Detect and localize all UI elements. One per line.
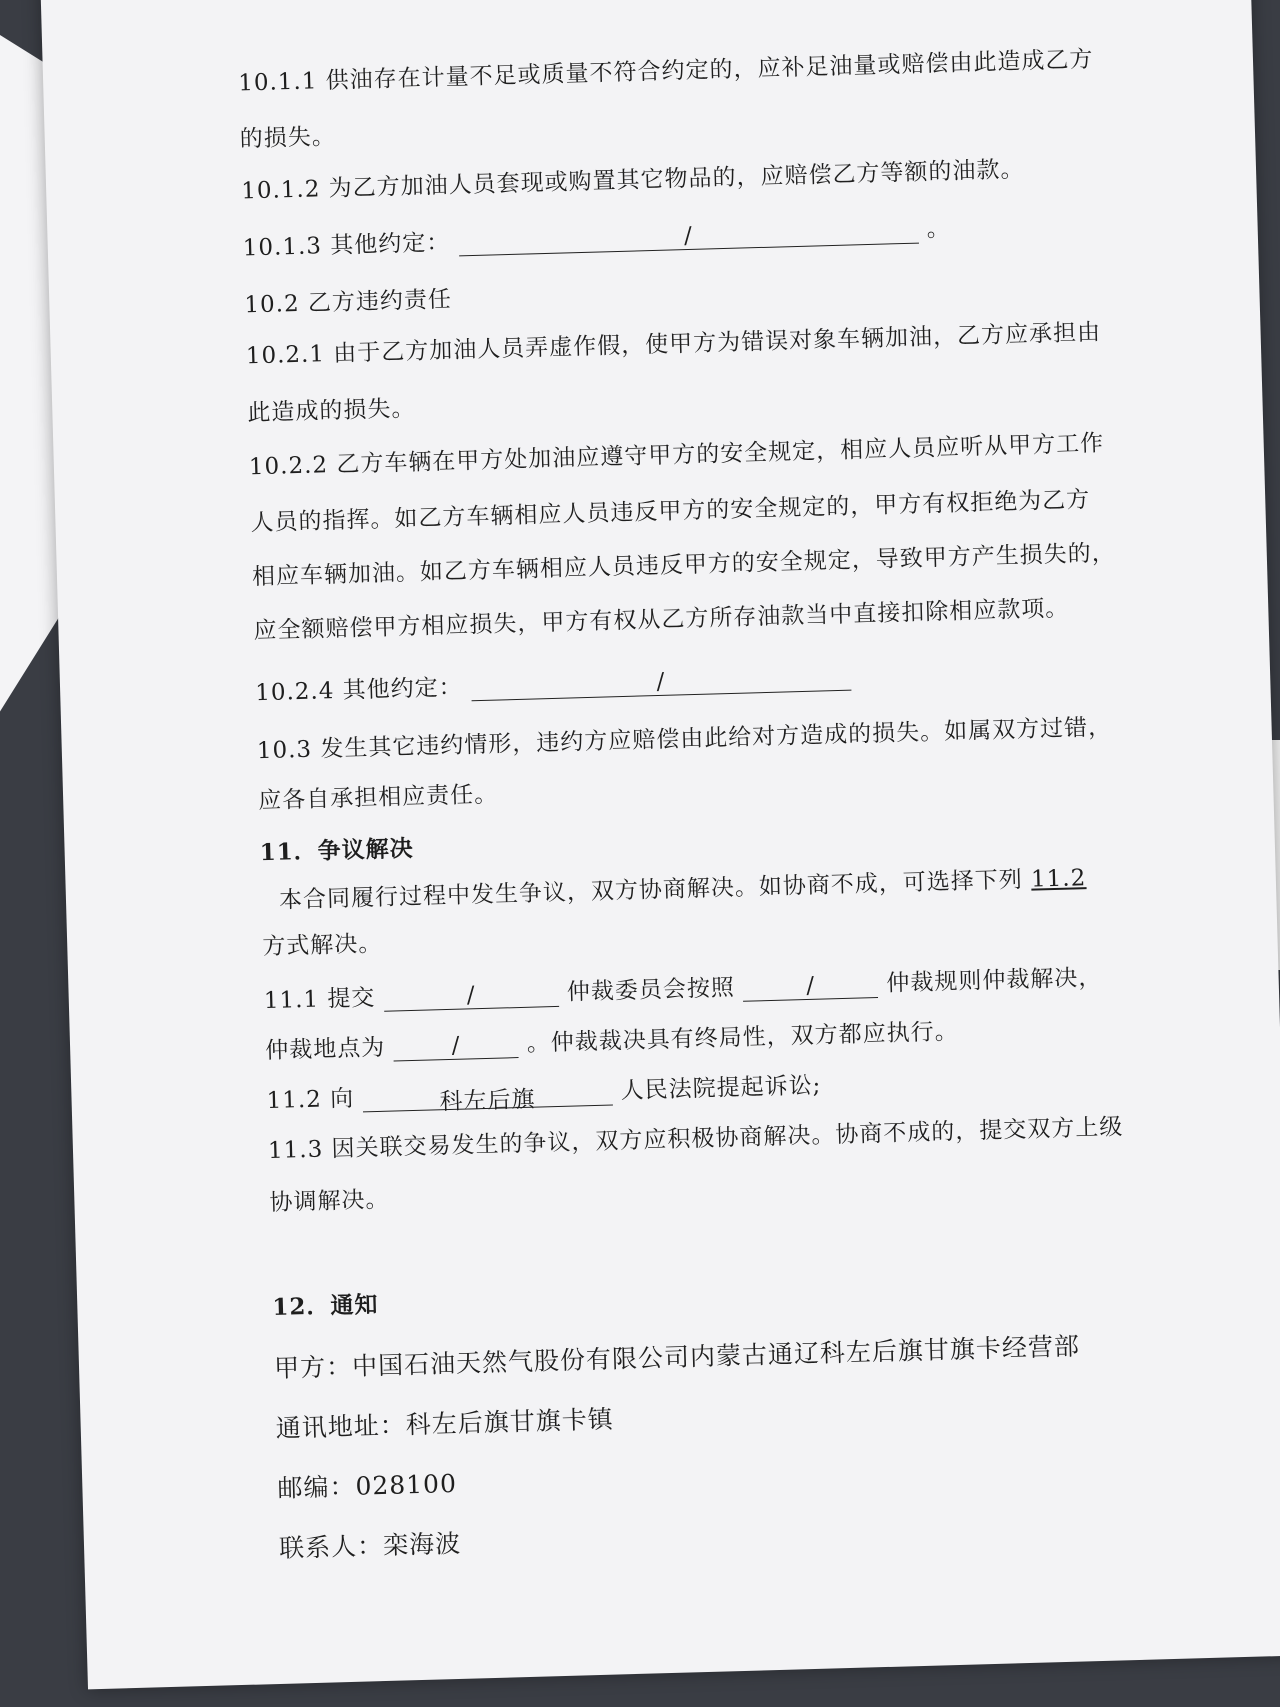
clause-11-3-line1: 11.3 因关联交易发生的争议，双方应积极协商解决。协商不成的，提交双方上级 (267, 1114, 1124, 1165)
clause-10-2-2-line3: 相应车辆加油。如乙方车辆相应人员违反甲方的安全规定，导致甲方产生损失的， (251, 540, 1117, 591)
clause-10-2-4 (255, 658, 851, 708)
clause-10-1-3-label: 10.1.3 其他约定： (242, 229, 451, 262)
clause-10-2-2-line4: 应全额赔偿甲方相应损失，甲方有权从乙方所存油款当中直接扣除相应款项。 (253, 595, 1070, 645)
clause-10-2-2-line2: 人员的指挥。如乙方车辆相应人员违反甲方的安全规定的，甲方有权拒绝为乙方 (250, 486, 1091, 537)
clause-10-2-4-blank: / (471, 664, 852, 702)
contract-text (237, 40, 1124, 1563)
clause-11-1-line1 (263, 959, 1102, 1015)
clause-11-1-mid: 仲裁委员会按照 (566, 975, 736, 1006)
section-11-title: 11．争议解决 (259, 834, 415, 867)
clause-10-1-3-blank: / (458, 217, 919, 257)
clause-11-1-line2 (265, 1013, 959, 1065)
clause-11-2-end: 人民法院提起诉讼; (620, 1072, 822, 1105)
clause-10-1-1-line2: 的损失。 (239, 123, 337, 153)
section-11-intro-choice: 11.2 (1030, 865, 1087, 893)
clause-10-2-heading: 10.2 乙方违约责任 (244, 286, 453, 319)
clause-10-1-1-line1: 10.1.1 供油存在计量不足或质量不符合约定的，应补足油量或赔偿由此造成乙方 (237, 46, 1094, 97)
clause-11-1-line2-end: 。仲裁裁决具有终局性，双方都应执行。 (526, 1018, 959, 1057)
clause-11-1-end: 仲裁规则仲裁解决， (886, 964, 1103, 997)
contract-page (40, 0, 1280, 1689)
party-a: 甲方：中国石油天然气股份有限公司内蒙古通辽科左后旗甘旗卡经营部 (273, 1331, 1081, 1384)
clause-10-1-2: 10.1.2 为乙方加油人员套现或购置其它物品的，应赔偿乙方等额的油款。 (240, 156, 1025, 205)
postcode: 邮编：028100 (277, 1468, 458, 1503)
clause-10-3-line2: 应各自承担相应责任。 (257, 781, 499, 815)
arbitration-place-label: 仲裁地点为 (264, 1034, 386, 1065)
clause-10-2-2-line1: 10.2.2 乙方车辆在甲方处加油应遵守甲方的安全规定，相应人员应听从甲方工作 (248, 430, 1105, 481)
clause-10-2-1-line2: 此造成的损失。 (247, 395, 416, 427)
arbitration-commission-blank: / (383, 980, 559, 1012)
mailing-address: 通讯地址：科左后旗甘旗卡镇 (275, 1404, 615, 1443)
clause-11-1-label: 11.1 提交 (263, 985, 376, 1015)
clause-10-3-line1: 10.3 发生其它违约情形，违约方应赔偿由此给对方造成的损失。如属双方过错， (256, 714, 1113, 765)
section-12-title: 12．通知 (272, 1291, 379, 1322)
court-blank: 科左后旗 (362, 1078, 613, 1112)
clause-11-2 (266, 1067, 822, 1115)
clause-10-1-3-end: 。 (926, 215, 952, 243)
arbitration-place-blank: / (393, 1031, 519, 1061)
section-11-intro-text: 本合同履行过程中发生争议，双方协商解决。如协商不成，可选择下列 (278, 866, 1024, 914)
contact-person: 联系人：栾海波 (278, 1528, 462, 1563)
section-11-intro-line2: 方式解决。 (262, 930, 383, 961)
clause-11-2-label: 11.2 向 (266, 1085, 355, 1115)
arbitration-rules-blank: / (743, 971, 879, 1002)
section-11-intro-line1 (279, 859, 1087, 915)
clause-10-2-1-line1: 10.2.1 由于乙方加油人员弄虚作假，使甲方为错误对象车辆加油，乙方应承担由 (245, 319, 1102, 370)
clause-11-3-line2: 协调解决。 (269, 1186, 390, 1217)
clause-10-2-4-label: 10.2.4 其他约定： (254, 674, 464, 707)
clause-10-1-3 (242, 210, 951, 263)
